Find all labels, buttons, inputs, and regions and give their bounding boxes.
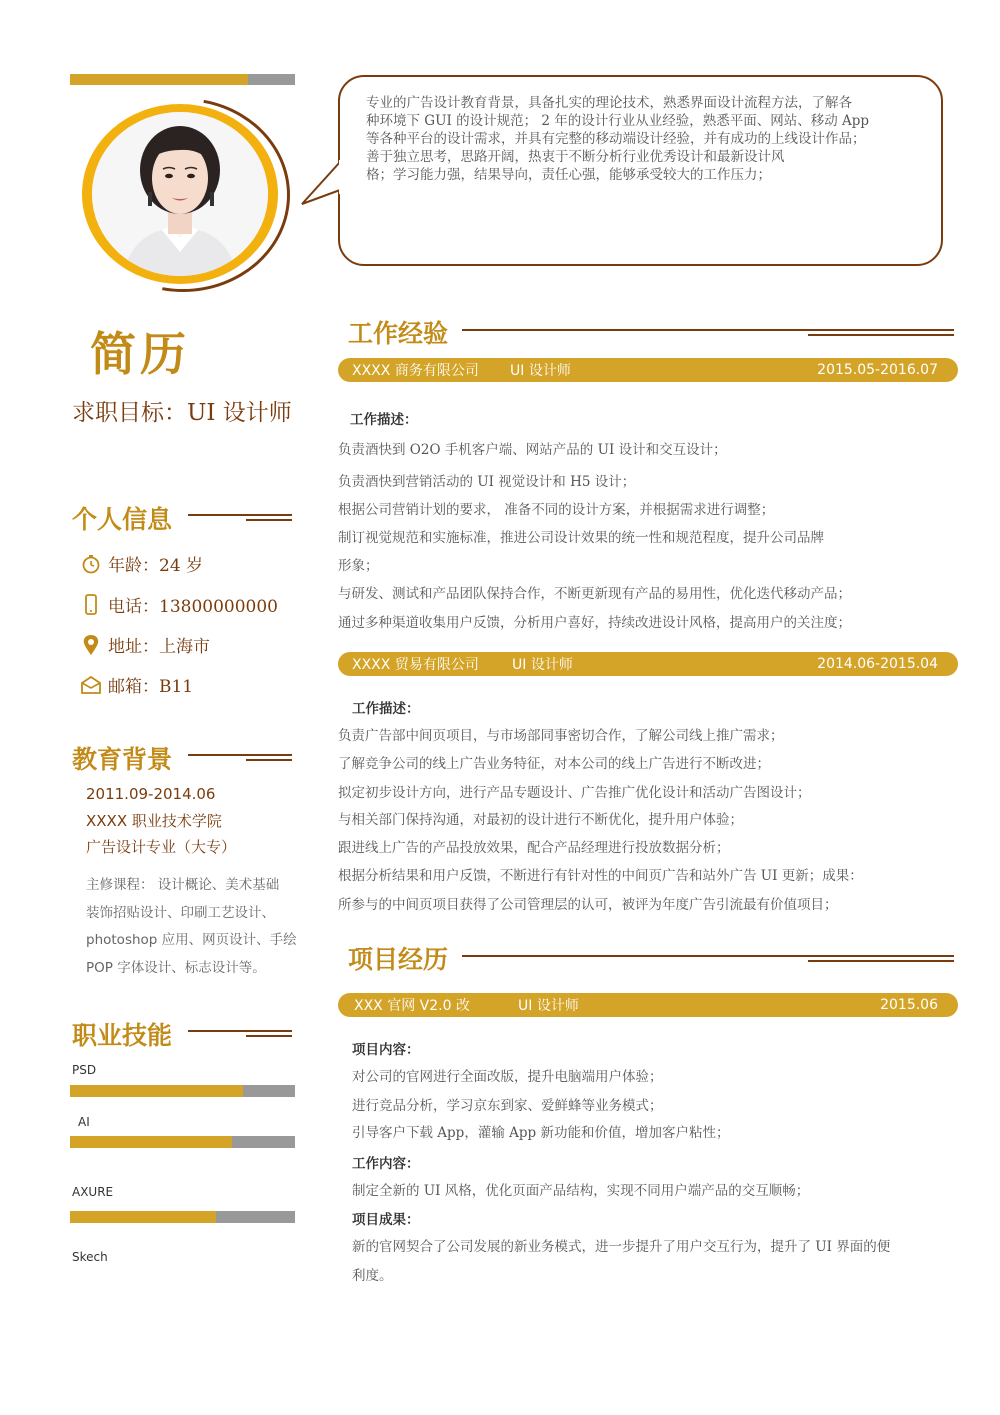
info-email: 邮箱：B11 [80, 672, 193, 697]
job-desc-line: 拟定初步设计方向，进行产品专题设计、广告推广优化设计和活动广告图设计； [338, 785, 811, 801]
skill-bar [70, 1211, 295, 1223]
section-divider-short [808, 960, 954, 962]
job-desc-line: 跟进线上广告的产品投放效果，配合产品经理进行投放数据分析； [338, 840, 730, 856]
mail-icon [80, 674, 102, 696]
skill-name: PSD [72, 1063, 97, 1077]
summary-text: 专业的广告设计教育背景，具备扎实的理论技术，熟悉界面设计流程方法，了解各 种环境下 GUI 的设计规范； 2 年的设计行业从业经验，熟悉平面、网站、移动 App 等各种平台的设计需求，并具有完整的移动端设计经验，并有成功的上线设计作品； 善于独立思考，思路开阔，热衷于不断分析行业优秀设计和最新设计风 格；学习能力强，结果导向，责任心强，能够承受较大的工作压力； [366, 95, 870, 183]
job-desc-line: 负责酒快到 O2O 手机客户端、网站产品的 UI 设计和交互设计； [338, 442, 727, 458]
edu-school: XXXX 职业技术学院 [86, 812, 222, 830]
job-desc-line: 制订视觉规范和实施标准，推进公司设计效果的统一性和规范程度，提升公司品牌 [338, 530, 824, 546]
job-desc-line: 与相关部门保持沟通，对最初的设计进行不断优化，提升用户体验； [338, 812, 743, 828]
section-divider [462, 329, 954, 331]
project-line: 利度。 [352, 1268, 393, 1284]
skill-bar [70, 1136, 295, 1148]
skill-name: Skech [72, 1250, 108, 1264]
section-project-heading: 项目经历 [348, 945, 449, 974]
section-personal-heading: 个人信息 [72, 505, 173, 534]
section-divider [188, 1030, 292, 1032]
job-desc-line: 与研发、测试和产品团队保持合作，不断更新现有产品的易用性，优化迭代移动产品； [338, 586, 851, 602]
project-line: 进行竞品分析，学习京东到家、爱鲜蜂等业务模式； [352, 1098, 663, 1114]
job-target: 求职目标：UI 设计师 [72, 400, 292, 426]
section-work-heading: 工作经验 [348, 319, 449, 348]
info-address: 地址：上海市 [80, 632, 210, 657]
project-role: UI 设计师 [518, 998, 579, 1014]
job-role: UI 设计师 [510, 363, 571, 379]
avatar [92, 112, 268, 276]
edu-courses: 主修课程： 设计概论、美术基础 装饰招贴设计、印刷工艺设计、 photoshop 应用、网页设计、手绘 POP 字体设计、标志设计等。 [86, 877, 297, 976]
section-skills-heading: 职业技能 [72, 1021, 173, 1050]
project-line: 对公司的官网进行全面改版，提升电脑端用户体验； [352, 1069, 663, 1085]
project-content-label: 项目内容： [352, 1042, 420, 1058]
job-desc-line: 根据公司营销计划的要求， 准备不同的设计方案，并根据需求进行调整； [338, 502, 775, 518]
skill-bar [70, 1085, 295, 1097]
resume-title: 简历 [90, 327, 190, 381]
job-desc-label: 工作描述： [350, 412, 418, 428]
project-name: XXX 官网 V2.0 改 [354, 998, 470, 1014]
job-desc-line: 根据分析结果和用户反馈，不断进行有针对性的中间页广告和站外广告 UI 更新；成果： [338, 868, 863, 884]
job-desc-line: 所参与的中间页项目获得了公司管理层的认可，被评为年度广告引流最有价值项目； [338, 897, 838, 913]
job-header [338, 358, 958, 382]
job-desc-line: 通过多种渠道收集用户反馈，分析用户喜好，持续改进设计风格，提高用户的关注度； [338, 615, 851, 631]
job-desc-line: 负责酒快到营销活动的 UI 视觉设计和 H5 设计； [338, 474, 636, 490]
job-desc-line: 了解竞争公司的线上广告业务特征，对本公司的线上广告进行不断改进； [338, 756, 770, 772]
info-phone: 电话：13800000000 [80, 592, 278, 617]
skill-name: AXURE [72, 1185, 114, 1199]
header-accent-bar [70, 74, 295, 85]
phone-icon [80, 594, 102, 616]
section-divider-short [808, 334, 954, 336]
job-role: UI 设计师 [512, 657, 573, 673]
section-education-heading: 教育背景 [72, 745, 173, 774]
job-company: XXXX 贸易有限公司 [352, 657, 479, 673]
skill-name: AI [78, 1115, 90, 1129]
job-header [338, 652, 958, 676]
project-period: 2015.06 [880, 997, 938, 1013]
project-header [338, 993, 958, 1017]
edu-period: 2011.09-2014.06 [86, 785, 216, 803]
bubble-tail [300, 160, 344, 208]
project-line: 新的官网契合了公司发展的新业务模式，进一步提升了用户交互行为，提升了 UI 界面的便 [352, 1239, 891, 1255]
location-pin-icon [80, 634, 102, 656]
job-company: XXXX 商务有限公司 [352, 363, 479, 379]
job-period: 2015.05-2016.07 [817, 362, 938, 378]
project-work-label: 工作内容： [352, 1156, 420, 1172]
section-divider [188, 514, 292, 516]
project-result-label: 项目成果： [352, 1212, 420, 1228]
job-period: 2014.06-2015.04 [817, 656, 938, 672]
project-line: 引导客户下载 App，灌输 App 新功能和价值，增加客户粘性； [352, 1125, 730, 1141]
timer-icon [80, 553, 102, 575]
job-desc-line: 负责广告部中间页项目，与市场部同事密切合作，了解公司线上推广需求； [338, 728, 784, 744]
info-age: 年龄：24 岁 [80, 551, 203, 576]
edu-major: 广告设计专业（大专） [86, 838, 237, 856]
section-divider-short [246, 519, 292, 521]
job-desc-label: 工作描述： [352, 701, 420, 717]
section-divider [188, 754, 292, 756]
section-divider-short [246, 1035, 292, 1037]
job-desc-line: 形象； [338, 558, 379, 574]
section-divider-short [246, 759, 292, 761]
section-divider [462, 955, 954, 957]
project-line: 制定全新的 UI 风格，优化页面产品结构，实现不同用户端产品的交互顺畅； [352, 1183, 810, 1199]
